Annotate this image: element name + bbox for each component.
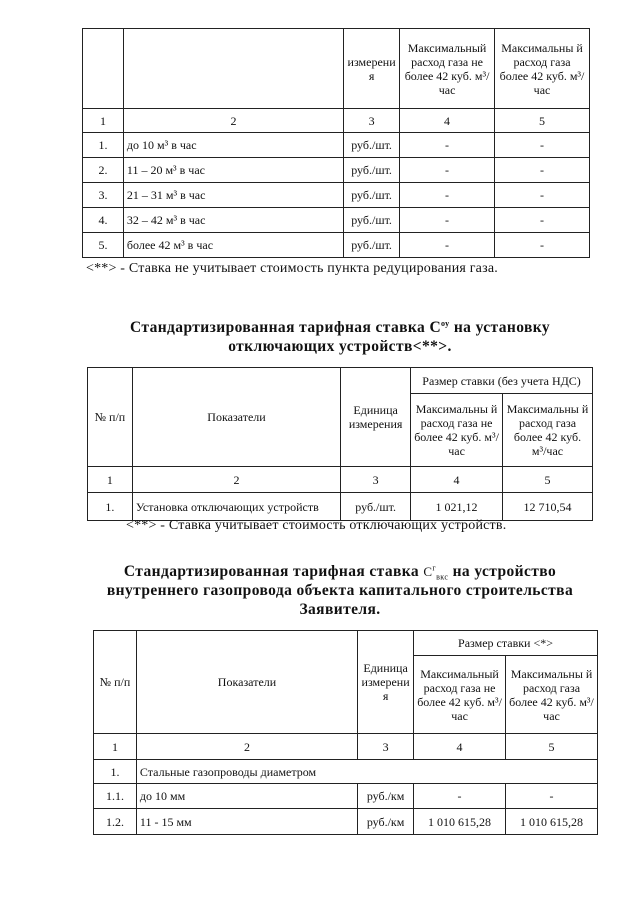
tariff-table-3 <box>93 630 598 835</box>
row-value-2: - <box>495 233 590 258</box>
row-value-2: 1 010 615,28 <box>506 809 598 835</box>
header-cell-indicators: Показатели <box>132 368 340 467</box>
col-number: 4 <box>400 109 495 133</box>
table-header-row <box>88 368 593 394</box>
row-value-1: - <box>400 158 495 183</box>
col-number: 3 <box>358 734 414 760</box>
table-row <box>83 208 590 233</box>
column-number-row <box>88 467 593 493</box>
col-number: 2 <box>136 734 357 760</box>
row-unit: руб./шт. <box>344 183 400 208</box>
header-cell-unit: Единица измерени я <box>358 631 414 734</box>
col-number: 4 <box>414 734 506 760</box>
row-name: до 10 мм <box>136 784 357 809</box>
header-cell-unit: измерени я <box>344 29 400 109</box>
header-cell-num: № п/п <box>88 368 133 467</box>
row-name: Установка отключающих устройств <box>132 493 340 521</box>
row-value-2: - <box>495 183 590 208</box>
table-section-row <box>94 760 598 784</box>
table-row <box>83 233 590 258</box>
footnote-1: <**> - Ставка не учитывает стоимость пункта редуцирования газа. <box>86 261 498 276</box>
row-value-1: 1 010 615,28 <box>414 809 506 835</box>
row-name: до 10 м³ в час <box>123 133 343 158</box>
row-value-2: - <box>495 133 590 158</box>
row-value-1: - <box>400 133 495 158</box>
footnote-2: <**> - Ставка учитывает стоимость отключающих устройств. <box>126 518 507 533</box>
row-value-2: - <box>495 208 590 233</box>
table-header-row <box>83 29 590 109</box>
header-cell-max-gt-42: Максимальны й расход газа более 42 куб. м³/час <box>495 29 590 109</box>
row-number: 5. <box>83 233 124 258</box>
section-number: 1. <box>94 760 137 784</box>
row-unit: руб./шт. <box>344 208 400 233</box>
header-cell-unit: Единица измерения <box>341 368 411 467</box>
col-number: 3 <box>341 467 411 493</box>
table-row <box>94 784 598 809</box>
row-value-1: - <box>400 233 495 258</box>
header-cell-indicators: Показатели <box>136 631 357 734</box>
row-unit: руб./шт. <box>344 233 400 258</box>
row-value-2: - <box>506 784 598 809</box>
table-row <box>83 158 590 183</box>
row-number: 1.2. <box>94 809 137 835</box>
section-heading-3: Стандартизированная тарифная ставка $С^г_{вкс}$ на устройство внутреннего газопровода объекта капитального строительства Заявителя. <box>106 563 574 618</box>
row-value-2: - <box>495 158 590 183</box>
table-row <box>83 183 590 208</box>
row-name: 11 - 15 мм <box>136 809 357 835</box>
col-number: 5 <box>503 467 593 493</box>
row-unit: руб./шт. <box>341 493 411 521</box>
row-number: 4. <box>83 208 124 233</box>
header-cell-max-gt-42: Максимальны й расход газа более 42 куб. м³/час <box>506 656 598 734</box>
row-name: 21 – 31 м³ в час <box>123 183 343 208</box>
row-value-1: - <box>400 208 495 233</box>
col-number: 5 <box>506 734 598 760</box>
col-number: 1 <box>94 734 137 760</box>
table-header-row <box>94 631 598 656</box>
table-row <box>94 809 598 835</box>
col-number: 2 <box>132 467 340 493</box>
row-unit: руб./км <box>358 809 414 835</box>
row-number: 1. <box>83 133 124 158</box>
section-name: Стальные газопроводы диаметром <box>136 760 597 784</box>
col-number: 2 <box>123 109 343 133</box>
row-name: 11 – 20 м³ в час <box>123 158 343 183</box>
column-number-row <box>83 109 590 133</box>
col-number: 4 <box>411 467 503 493</box>
header-cell-max-le-42: Максимальный расход газа не более 42 куб. м³/час <box>414 656 506 734</box>
column-number-row <box>94 734 598 760</box>
row-unit: руб./км <box>358 784 414 809</box>
col-number: 1 <box>83 109 124 133</box>
row-unit: руб./шт. <box>344 158 400 183</box>
header-cell-indicators <box>123 29 343 109</box>
col-number: 3 <box>344 109 400 133</box>
row-value-1: - <box>414 784 506 809</box>
header-cell-rate: Размер ставки (без учета НДС) <box>411 368 593 394</box>
row-value-1: 1 021,12 <box>411 493 503 521</box>
row-name: более 42 м³ в час <box>123 233 343 258</box>
header-cell-max-gt-42: Максимальны й расход газа более 42 куб. м³/час <box>503 394 593 467</box>
tariff-table-1 <box>82 28 590 258</box>
section-heading-2: Стандартизированная тарифная ставка $С^{оу}$ на установку отключающих устройств<**>. <box>129 318 551 355</box>
row-number: 1.1. <box>94 784 137 809</box>
row-value-2: 12 710,54 <box>503 493 593 521</box>
header-cell-max-le-42: Максимальны й расход газа не более 42 куб. м³/час <box>411 394 503 467</box>
header-cell-max-le-42: Максимальный расход газа не более 42 куб. м³/час <box>400 29 495 109</box>
col-number: 5 <box>495 109 590 133</box>
tariff-table-2 <box>87 367 593 521</box>
row-number: 1. <box>88 493 133 521</box>
row-number: 3. <box>83 183 124 208</box>
row-name: 32 – 42 м³ в час <box>123 208 343 233</box>
row-unit: руб./шт. <box>344 133 400 158</box>
row-number: 2. <box>83 158 124 183</box>
table-row <box>88 493 593 521</box>
header-cell-num <box>83 29 124 109</box>
col-number: 1 <box>88 467 133 493</box>
row-value-1: - <box>400 183 495 208</box>
header-cell-num: № п/п <box>94 631 137 734</box>
table-row <box>83 133 590 158</box>
header-cell-rate: Размер ставки <*> <box>414 631 598 656</box>
